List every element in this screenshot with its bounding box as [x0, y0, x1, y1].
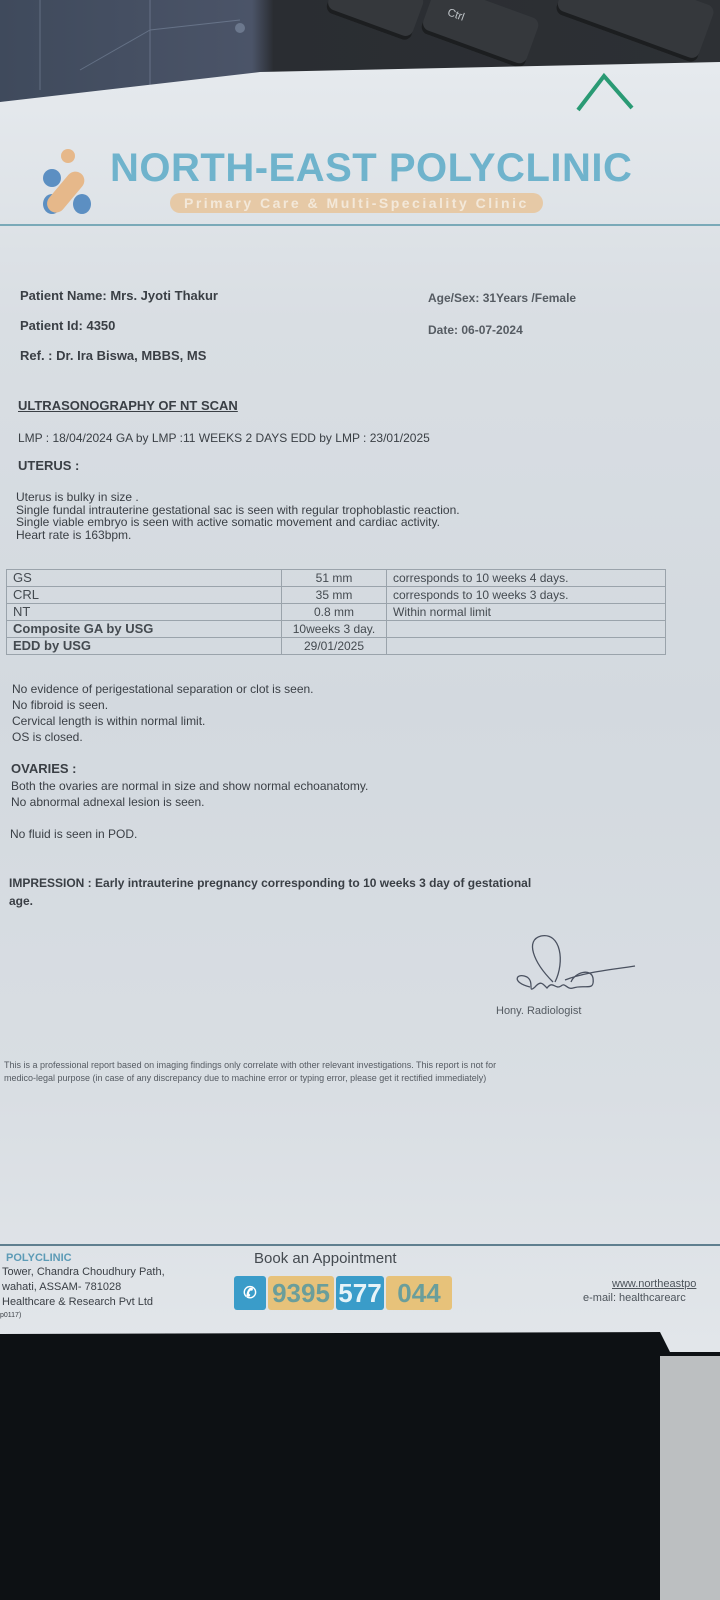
clinic-name: NORTH-EAST POLYCLINIC: [110, 146, 633, 190]
ovaries-line: Both the ovaries are normal in size and show normal echoanatomy.: [11, 779, 369, 793]
clinic-logo-icon: [40, 148, 100, 218]
phone-part: 9395: [268, 1276, 334, 1310]
patient-name: Mrs. Jyoti Thakur: [110, 288, 218, 303]
disclaimer-line1: This is a professional report based on imaging findings only correlate with other relevant investigations. This report is not for: [4, 1060, 497, 1070]
value-cell: 10weeks 3 day.: [282, 621, 387, 638]
finding-line: OS is closed.: [12, 730, 83, 744]
finding-line: No evidence of perigestational separation or clot is seen.: [12, 682, 314, 696]
patient-id-label: Patient Id:: [20, 318, 83, 333]
table-row: [7, 638, 666, 655]
param-cell: GS: [7, 570, 282, 587]
age-sex: 31Years /Female: [482, 291, 577, 305]
patient-id-row: [20, 318, 115, 333]
param-cell: CRL: [7, 587, 282, 604]
lmp-line: LMP : 18/04/2024 GA by LMP :11 WEEKS 2 DAYS EDD by LMP : 23/01/2025: [18, 431, 430, 445]
footer-company: Healthcare & Research Pvt Ltd: [2, 1296, 154, 1308]
disclaimer-line2: medico-legal purpose (in case of any discrepancy due to machine error or typing error, please get it rectified immediately): [4, 1073, 487, 1083]
appointment-phone[interactable]: [234, 1276, 452, 1310]
value-cell: 35 mm: [282, 587, 387, 604]
referrer-label: Ref. :: [20, 348, 53, 363]
footer-address-line: wahati, ASSAM- 781028: [2, 1281, 122, 1293]
table-row: [7, 621, 666, 638]
date-row: [428, 323, 523, 337]
footer-clinic-name: POLYCLINIC: [6, 1252, 72, 1264]
uterus-line: Uterus is bulky in size .: [16, 490, 139, 504]
clinic-header: [40, 148, 700, 218]
ovaries-line: No abnormal adnexal lesion is seen.: [11, 795, 205, 809]
phone-icon: ✆: [234, 1276, 266, 1310]
remark-cell: corresponds to 10 weeks 4 days.: [387, 570, 666, 587]
patient-name-label: Patient Name:: [20, 288, 107, 303]
brand-chevron-icon: [574, 70, 634, 114]
remark-cell: corresponds to 10 weeks 3 days.: [387, 587, 666, 604]
ovaries-findings: [11, 778, 368, 810]
value-cell: 0.8 mm: [282, 604, 387, 621]
param-cell: Composite GA by USG: [7, 621, 282, 638]
phone-part: 577: [336, 1276, 384, 1310]
signatory-title: Hony. Radiologist: [496, 1005, 582, 1017]
finding-line: No fibroid is seen.: [12, 698, 109, 712]
footer-divider: [0, 1244, 720, 1246]
measurements-table: [6, 569, 666, 655]
referrer: Dr. Ira Biswa, MBBS, MS: [56, 348, 207, 363]
value-cell: 29/01/2025: [282, 638, 387, 655]
age-sex-label: Age/Sex:: [428, 291, 480, 305]
background-surface: [660, 1356, 720, 1600]
param-cell: EDD by USG: [7, 638, 282, 655]
table-row: [7, 587, 666, 604]
impression-label: IMPRESSION :: [9, 876, 92, 890]
report-title: ULTRASONOGRAPHY OF NT SCAN: [18, 398, 238, 413]
age-sex-row: [428, 291, 576, 305]
radiologist-signature: [505, 932, 645, 1002]
footer-email[interactable]: e-mail: healthcarearc: [583, 1292, 686, 1304]
finding-line: Cervical length is within normal limit.: [12, 714, 206, 728]
date-label: Date:: [428, 323, 459, 337]
param-cell: NT: [7, 604, 282, 621]
ovaries-heading: OVARIES :: [11, 761, 77, 776]
key-label-ctrl: Ctrl: [445, 6, 466, 24]
report-date: 06-07-2024: [461, 323, 523, 337]
footer-reg: p0117): [0, 1312, 22, 1319]
remark-cell: [387, 638, 666, 655]
additional-findings: [12, 681, 314, 745]
uterus-line: Single viable embryo is seen with active somatic movement and cardiac activity.: [16, 515, 440, 529]
footer-address-line: Tower, Chandra Choudhury Path,: [2, 1266, 165, 1278]
table-row: [7, 604, 666, 621]
impression-text: Early intrauterine pregnancy corresponding to 10 weeks 3 day of gestational: [95, 876, 532, 890]
value-cell: 51 mm: [282, 570, 387, 587]
book-appointment-label: Book an Appointment: [254, 1250, 397, 1267]
header-divider: [0, 224, 720, 226]
uterus-line: Heart rate is 163bpm.: [16, 527, 132, 542]
table-row: [7, 570, 666, 587]
remark-cell: Within normal limit: [387, 604, 666, 621]
uterus-line: Single fundal intrauterine gestational sac is seen with regular trophoblastic reaction.: [16, 502, 460, 517]
patient-id: 4350: [86, 318, 116, 333]
impression: [9, 876, 531, 890]
phone-part: 044: [386, 1276, 452, 1310]
impression-continued: age.: [9, 894, 34, 908]
patient-name-row: [20, 288, 218, 303]
clinic-tagline: Primary Care & Multi-Speciality Clinic: [170, 193, 543, 213]
pod-line: No fluid is seen in POD.: [10, 827, 138, 841]
remark-cell: [387, 621, 666, 638]
uterus-findings: [16, 491, 460, 541]
footer-website[interactable]: www.northeastpo: [612, 1278, 697, 1290]
uterus-heading: UTERUS :: [18, 458, 80, 473]
referrer-row: [20, 348, 206, 363]
